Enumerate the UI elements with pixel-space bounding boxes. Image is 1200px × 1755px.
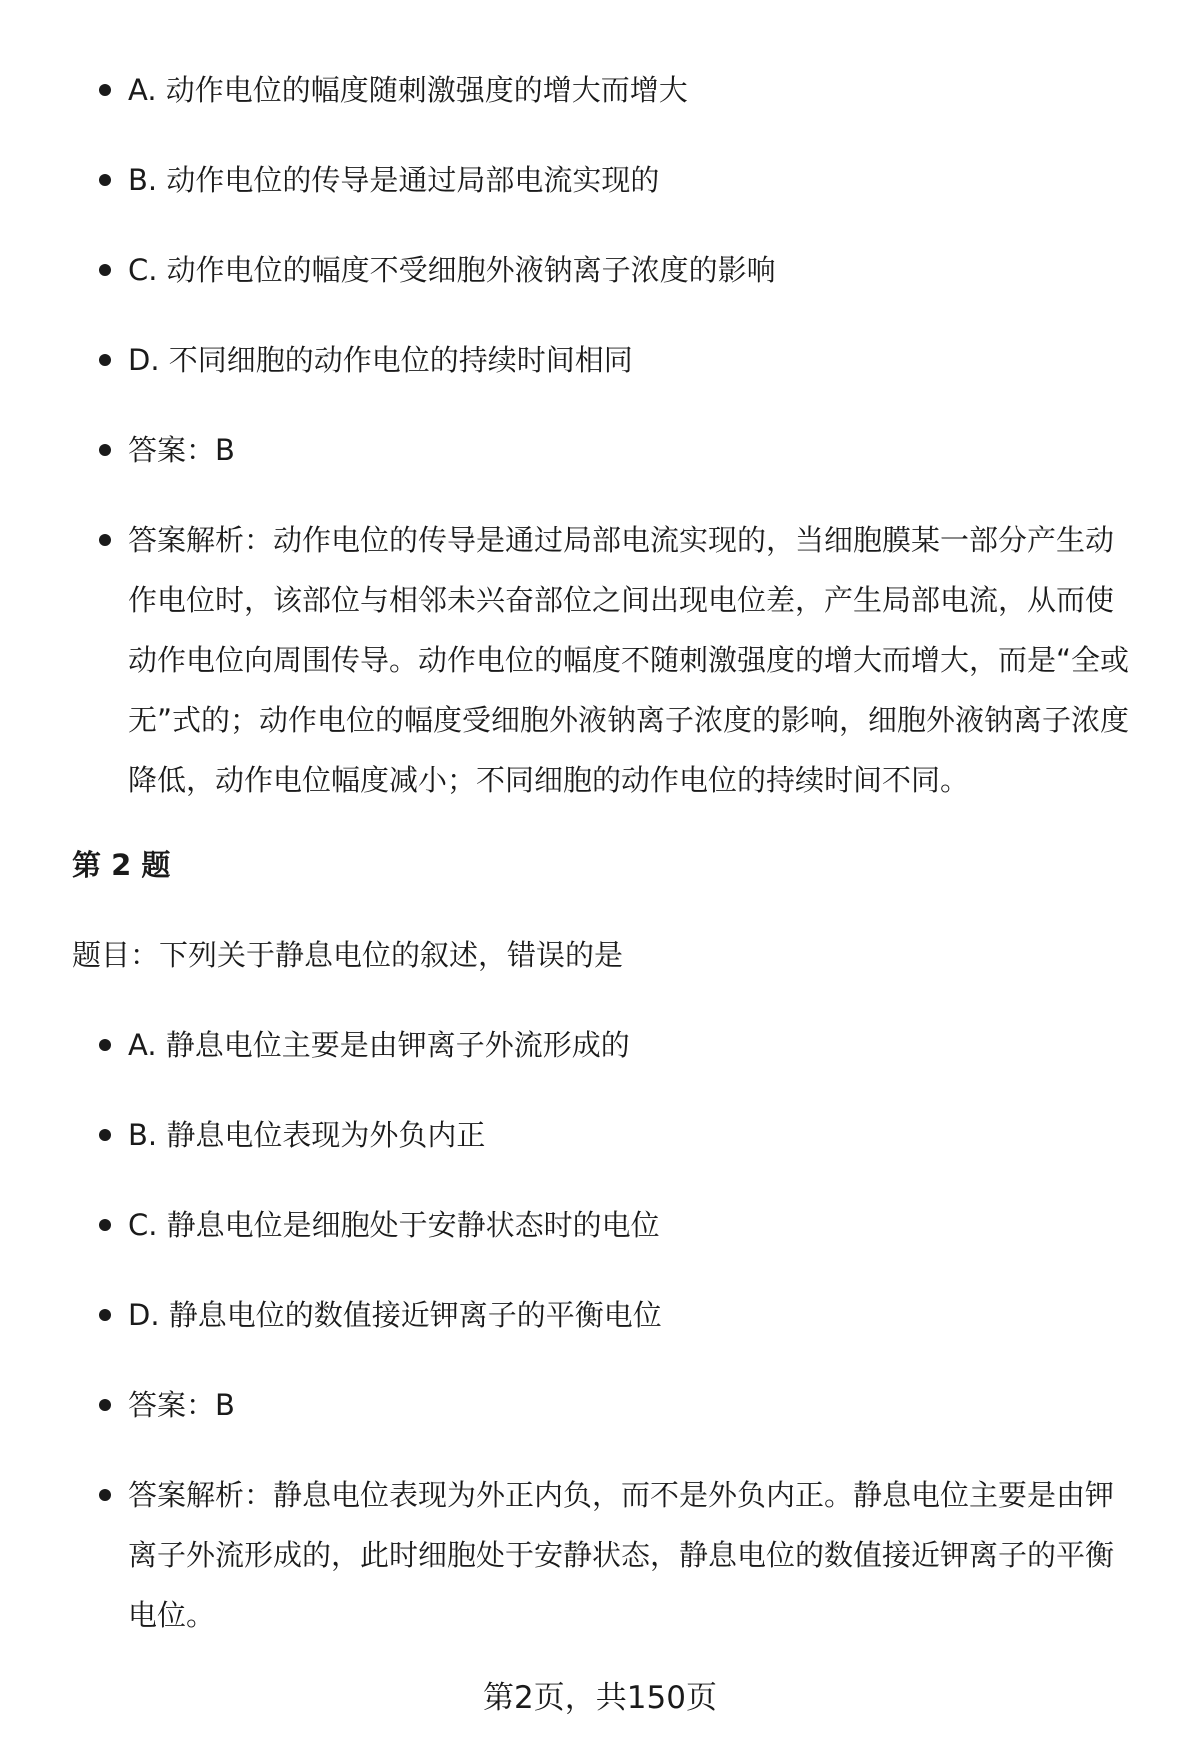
question-2-list <box>0 1015 1200 1645</box>
option-a: A. 动作电位的幅度随刺激强度的增大而增大 <box>0 60 1200 120</box>
option-d: D. 不同细胞的动作电位的持续时间相同 <box>0 330 1200 390</box>
option-a: A. 静息电位主要是由钾离子外流形成的 <box>0 1015 1200 1075</box>
answer: 答案：B <box>0 1375 1200 1435</box>
option-b: B. 静息电位表现为外负内正 <box>0 1105 1200 1165</box>
option-b: B. 动作电位的传导是通过局部电流实现的 <box>0 150 1200 210</box>
question-2-stem: 题目：下列关于静息电位的叙述，错误的是 <box>72 938 624 972</box>
answer: 答案：B <box>0 420 1200 480</box>
question-1-list <box>0 60 1200 810</box>
answer-explanation: 答案解析：静息电位表现为外正内负，而不是外负内正。静息电位主要是由钾离子外流形成的，此时细胞处于安静状态，静息电位的数值接近钾离子的平衡电位。 <box>0 1465 1200 1645</box>
option-c: C. 静息电位是细胞处于安静状态时的电位 <box>0 1195 1200 1255</box>
answer-explanation: 答案解析：动作电位的传导是通过局部电流实现的，当细胞膜某一部分产生动作电位时，该部位与相邻未兴奋部位之间出现电位差，产生局部电流，从而使动作电位向周围传导。动作电位的幅度不随刺激强度的增大而增大，而是“全或无”式的；动作电位的幅度受细胞外液钠离子浓度的影响，细胞外液钠离子浓度降低，动作电位幅度减小；不同细胞的动作电位的持续时间不同。 <box>0 510 1200 810</box>
page-number: 第2页，共150页 <box>483 1680 717 1716</box>
question-2-title: 第 2 题 <box>72 848 171 882</box>
option-d: D. 静息电位的数值接近钾离子的平衡电位 <box>0 1285 1200 1345</box>
option-c: C. 动作电位的幅度不受细胞外液钠离子浓度的影响 <box>0 240 1200 300</box>
